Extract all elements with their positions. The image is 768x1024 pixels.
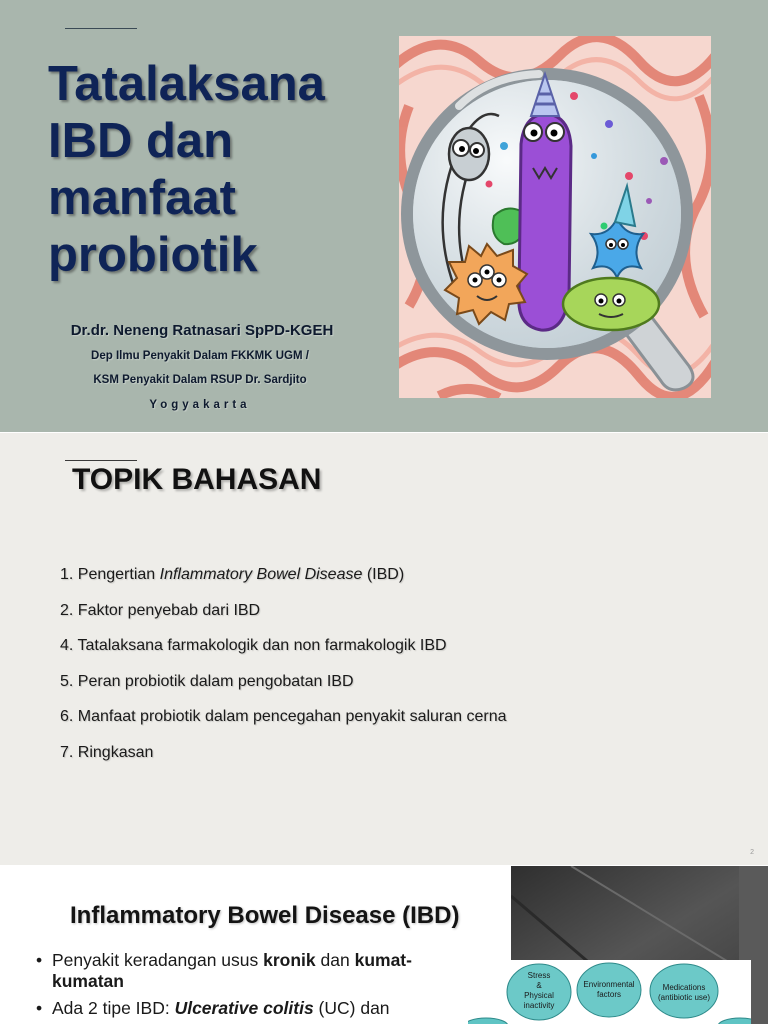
svg-text:&: &	[536, 981, 542, 990]
title-line: manfaat	[48, 171, 236, 225]
svg-text:inactivity: inactivity	[523, 1001, 555, 1010]
svg-text:factors: factors	[596, 990, 622, 999]
title-line: probiotik	[48, 228, 258, 282]
agenda-item	[60, 566, 507, 602]
title-accent-line	[65, 460, 137, 461]
author-name: Dr.dr. Neneng Ratnasari SpPD-KGEH	[70, 322, 334, 339]
agenda-item-text: 4. Tatalaksana farmakologik dan non farmakologik IBD	[60, 637, 447, 654]
diagram-node-stress	[507, 964, 571, 1020]
bullet-text: Penyakit keradangan usus	[52, 950, 264, 970]
agenda-item	[60, 744, 507, 780]
agenda-item-text: 7. Ringkasan	[60, 743, 154, 761]
bullet-bold: kronik	[263, 950, 316, 970]
bullet-list	[36, 950, 466, 1024]
agenda-title: TOPIK BAHASAN	[72, 463, 322, 496]
agenda-item-text: 2. Faktor penyebab dari IBD	[60, 601, 261, 619]
agenda-item-text: 5. Peran probiotik dalam pengobatan IBD	[60, 672, 354, 690]
bullet-item	[36, 950, 466, 992]
agenda-slide	[0, 433, 768, 865]
bullet-bold: kumat-kumatan	[52, 950, 412, 991]
agenda-item	[60, 602, 507, 638]
agenda-item	[60, 673, 507, 709]
svg-text:(antibiotic use): (antibiotic use)	[657, 993, 711, 1002]
bullet-text: dan	[315, 950, 355, 970]
title-line: Tatalaksana	[48, 57, 325, 111]
agenda-list	[60, 566, 507, 779]
presentation-title	[48, 56, 378, 284]
agenda-item-text: 1. Pengertian	[60, 566, 160, 583]
title-line: IBD dan	[48, 114, 234, 168]
svg-text:Stress: Stress	[527, 971, 551, 980]
svg-text:Medications: Medications	[662, 983, 706, 992]
microbes-magnifier-illustration	[399, 36, 711, 398]
title-slide	[0, 0, 768, 432]
slide-title: Inflammatory Bowel Disease (IBD)	[70, 902, 460, 929]
bullet-dot-icon: •	[36, 950, 43, 970]
city: Yogyakarta	[149, 399, 251, 411]
ibd-factors-diagram	[468, 960, 751, 1024]
agenda-item-italic: Inflammatory Bowel Disease	[159, 566, 363, 583]
diagram-node-environmental	[577, 963, 641, 1017]
bullet-text: (UC) dan	[313, 998, 390, 1018]
affiliation-line-2: KSM Penyakit Dalam RSUP Dr. Sardjito	[93, 374, 307, 386]
bullet-text: Ada 2 tipe IBD:	[52, 998, 175, 1018]
diagram-node-medications	[650, 964, 718, 1018]
ibd-definition-slide	[0, 866, 768, 1024]
bullet-item	[36, 998, 466, 1019]
agenda-item-suffix: (IBD)	[362, 566, 405, 583]
bullet-dot-icon: •	[36, 998, 43, 1018]
affiliation-line-1: Dep Ilmu Penyakit Dalam FKKMK UGM /	[91, 350, 309, 362]
agenda-item	[60, 708, 507, 744]
agenda-item-text: 6. Manfaat probiotik dalam pencegahan penyakit saluran cerna	[60, 708, 507, 725]
page-number: 2	[750, 849, 754, 856]
agenda-item	[60, 637, 507, 673]
title-accent-line	[65, 28, 137, 29]
bullet-bold-italic: Ulcerative colitis	[174, 998, 314, 1018]
svg-text:Physical: Physical	[524, 991, 554, 1000]
svg-text:Environmental: Environmental	[583, 980, 635, 989]
